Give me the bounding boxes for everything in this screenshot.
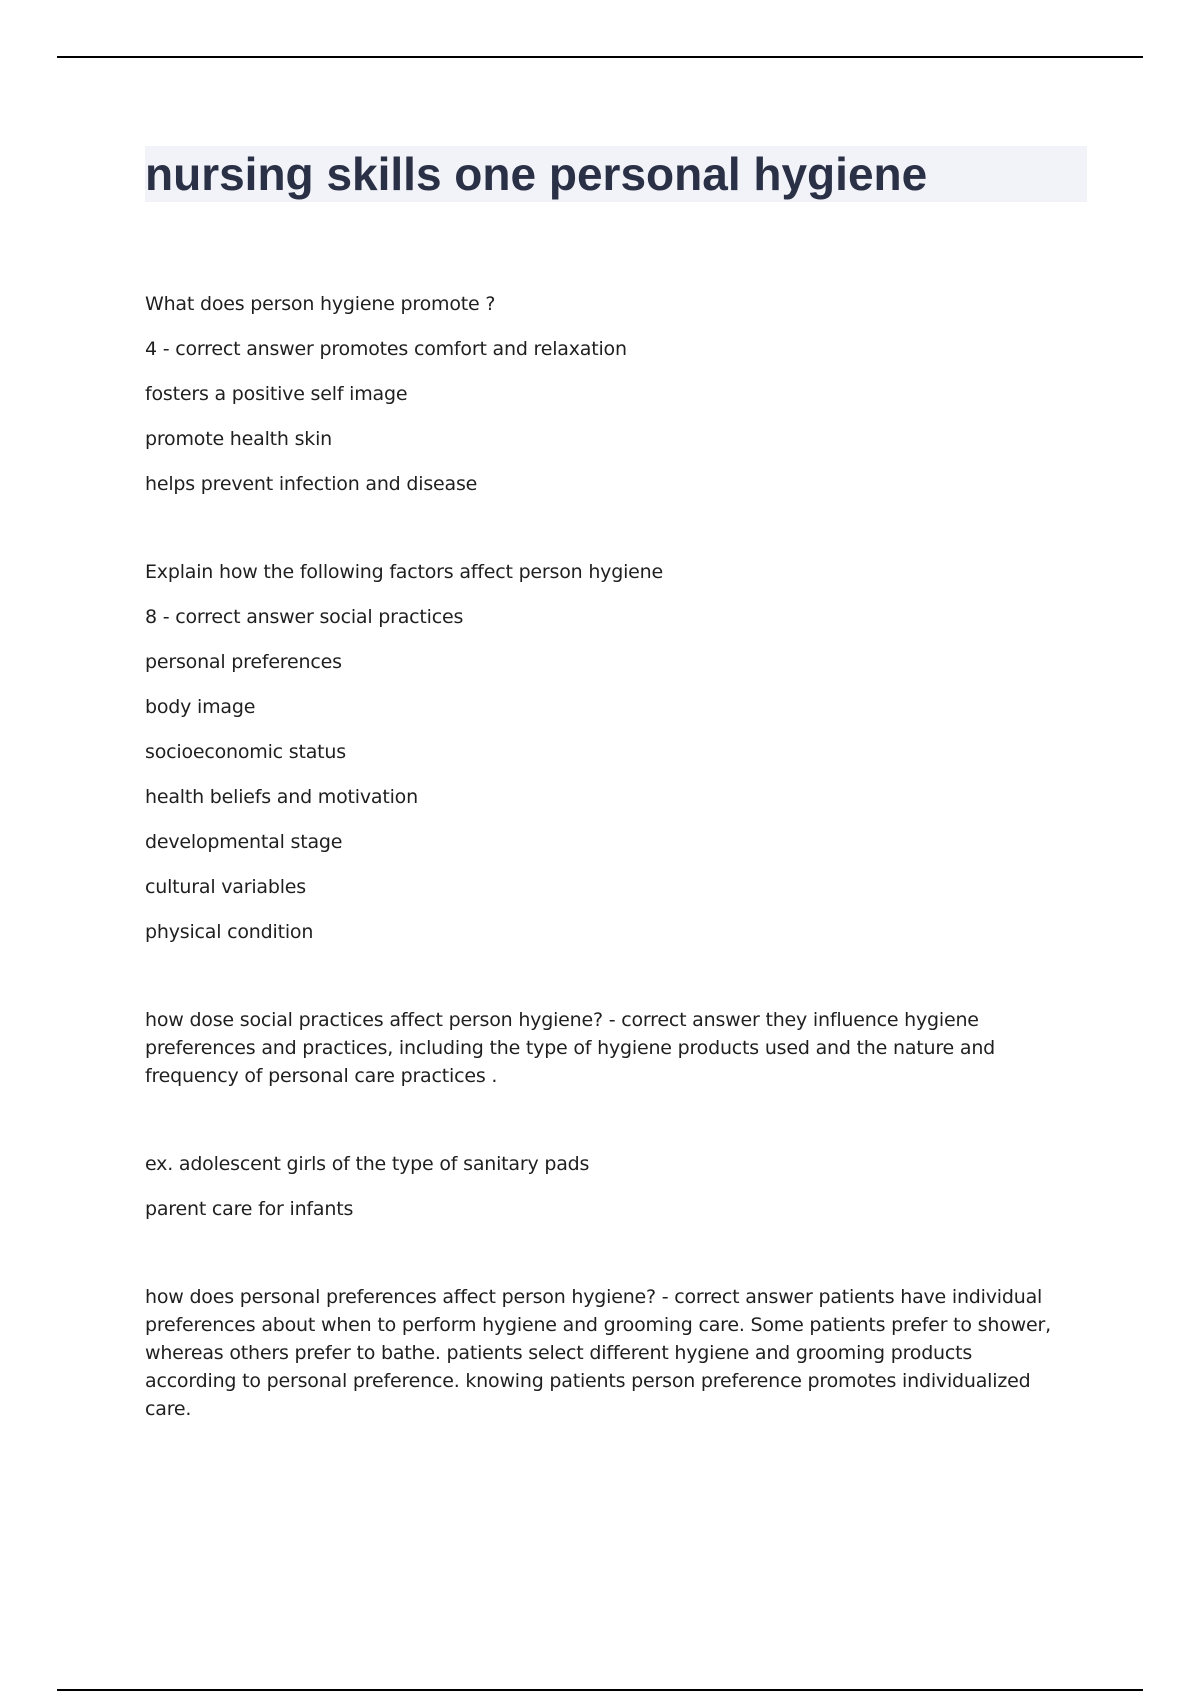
example-line: parent care for infants — [145, 1198, 354, 1220]
answer-line: developmental stage — [145, 831, 343, 853]
answer-line: helps prevent infection and disease — [145, 473, 478, 495]
section-gap — [145, 963, 1065, 1006]
answer-line: health beliefs and motivation — [145, 786, 418, 808]
top-divider — [57, 56, 1143, 58]
section-gap — [145, 1107, 1065, 1150]
section-gap — [145, 515, 1065, 558]
answer-line: 8 - correct answer social practices — [145, 606, 464, 628]
question-hygiene-promote: What does person hygiene promote ? — [145, 293, 496, 315]
answer-line: fosters a positive self image — [145, 383, 408, 405]
personal-preferences-paragraph: how does personal preferences affect person hygiene? - correct answer patients have individual preferences about when to perform hygiene and grooming care. Some patients prefer to shower, whereas others prefer to bathe. patients select different hygiene and grooming products according to personal preference. knowing patients person preference promotes individualized care. — [145, 1286, 1051, 1420]
question-factors: Explain how the following factors affect person hygiene — [145, 561, 663, 583]
answer-line: physical condition — [145, 921, 314, 943]
bottom-divider — [57, 1689, 1143, 1691]
section-gap — [145, 1240, 1065, 1283]
example-line: ex. adolescent girls of the type of sanitary pads — [145, 1153, 590, 1175]
answer-line: 4 - correct answer promotes comfort and relaxation — [145, 338, 627, 360]
answer-line: personal preferences — [145, 651, 342, 673]
document-title: nursing skills one personal hygiene — [145, 148, 928, 200]
answer-line: cultural variables — [145, 876, 306, 898]
answer-line: socioeconomic status — [145, 741, 346, 763]
answer-line: body image — [145, 696, 256, 718]
document-body — [145, 290, 1065, 1440]
social-practices-paragraph: how dose social practices affect person hygiene? - correct answer they influence hygiene preferences and practices, including the type of hygiene products used and the nature and frequency of personal care practices . — [145, 1009, 996, 1087]
answer-line: promote health skin — [145, 428, 332, 450]
